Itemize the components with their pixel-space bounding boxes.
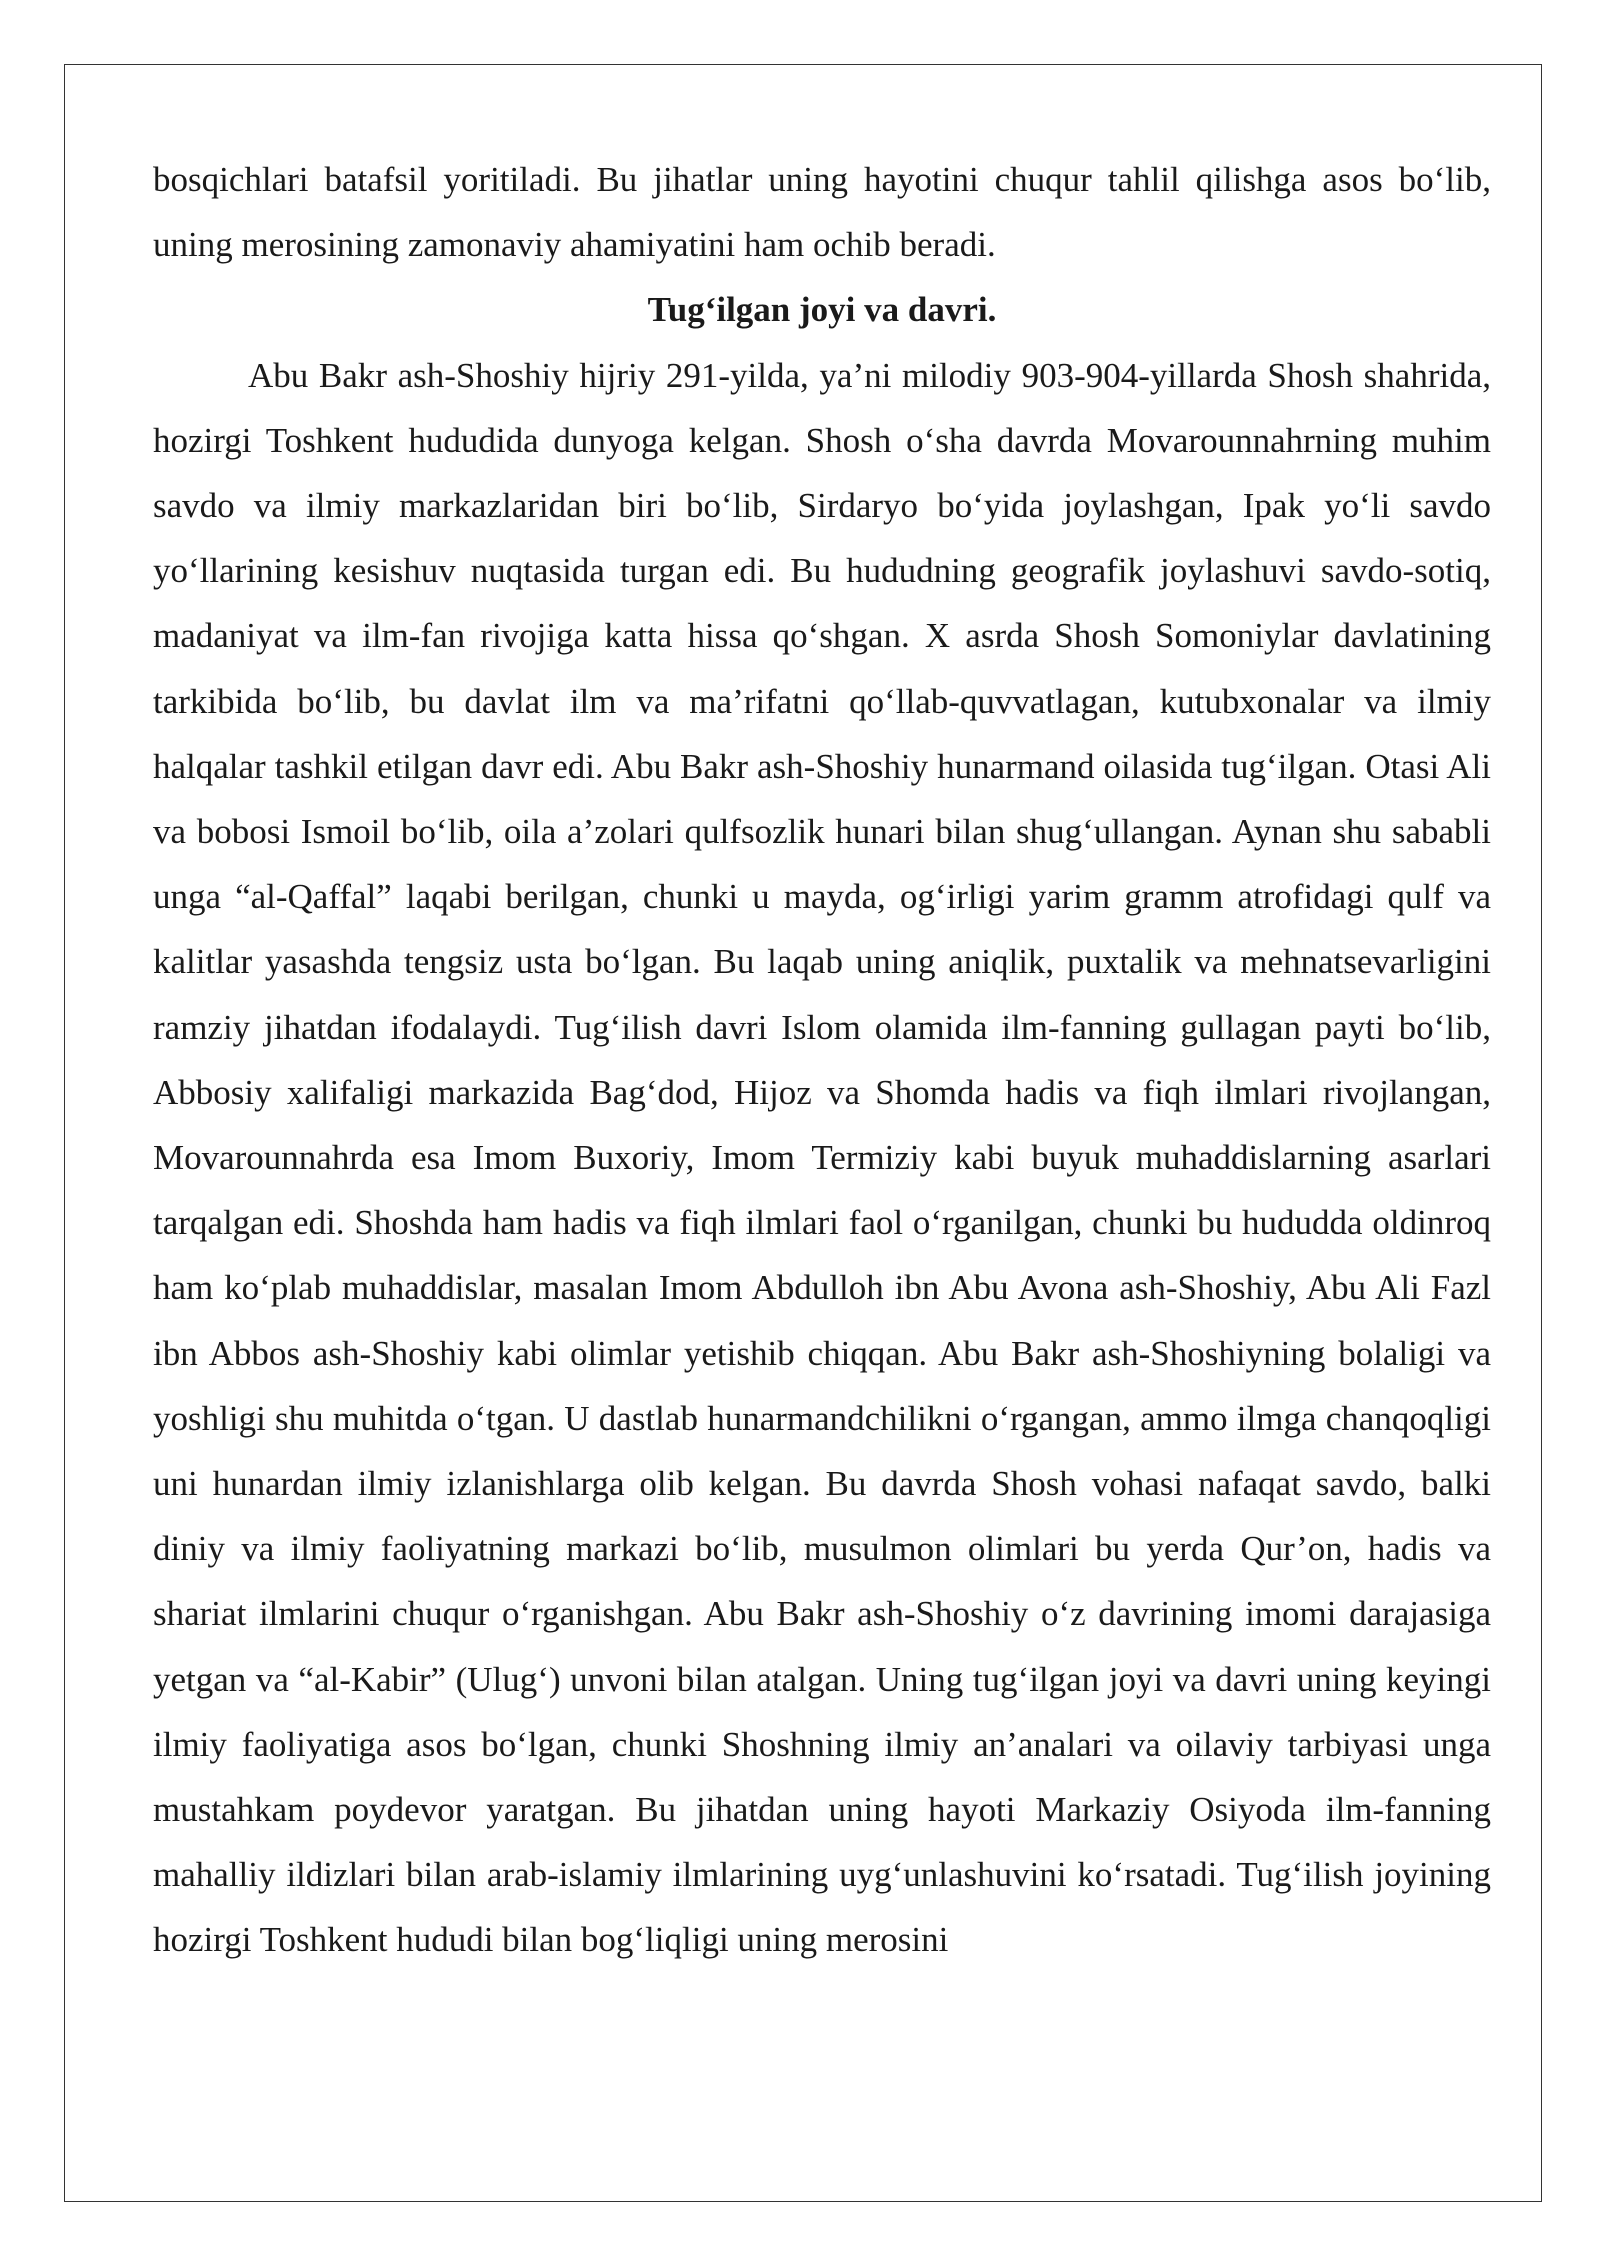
intro-paragraph: bosqichlari batafsil yoritiladi. Bu jihatlar uning hayotini chuqur tahlil qilishga asos bo‘lib, uning merosining zamonaviy ahamiyatini ham ochib beradi. [153,160,1491,265]
body-paragraph: Abu Bakr ash-Shoshiy hijriy 291-yilda, ya’ni milodiy 903-904-yillarda Shosh shahrida, hozirgi Toshkent hududida dunyoga kelgan. Shosh o‘sha davrda Movarounnahrning muhim savdo va ilmiy markazlaridan biri bo‘lib, Sirdaryo bo‘yida joylashgan, Ipak yo‘li savdo yo‘llarining kesishuv nuqtasida turgan edi. Bu hududning geografik joylashuvi savdo-sotiq, madaniyat va ilm-fan rivojiga katta hissa qo‘shgan. X asrda Shosh Somoniylar davlatining tarkibida bo‘lib, bu davlat ilm va ma’rifatni qo‘llab-quvvatlagan, kutubxonalar va ilmiy halqalar tashkil etilgan davr edi. Abu Bakr ash-Shoshiy hunarmand oilasida tug‘ilgan. Otasi Ali va bobosi Ismoil bo‘lib, oila a’zolari qulfsozlik hunari bilan shug‘ullangan. Aynan shu sababli unga “al-Qaffal” laqabi berilgan, chunki u mayda, og‘irligi yarim gramm atrofidagi qulf va kalitlar yasashda tengsiz usta bo‘lgan. Bu laqab uning aniqlik, puxtalik va mehnatsevarligini ramziy jihatdan ifodalaydi. Tug‘ilish davri Islom olamida ilm-fanning gullagan payti bo‘lib, Abbosiy xalifaligi markazida Bag‘dod, Hijoz va Shomda hadis va fiqh ilmlari rivojlangan, Movarounnahrda esa Imom Buxoriy, Imom Termiziy kabi buyuk muhaddislarning asarlari tarqalgan edi. Shoshda ham hadis va fiqh ilmlari faol o‘rganilgan, chunki bu hududda oldinroq ham ko‘plab muhaddislar, masalan Imom Abdulloh ibn Abu Avona ash-Shoshiy, Abu Ali Fazl ibn Abbos ash-Shoshiy kabi olimlar yetishib chiqqan. Abu Bakr ash-Shoshiyning bolaligi va yoshligi shu muhitda o‘tgan. U dastlab hunarmandchilikni o‘rgangan, ammo ilmga chanqoqligi uni hunardan ilmiy izlanishlarga olib kelgan. Bu davrda Shosh vohasi nafaqat savdo, balki diniy va ilmiy faoliyatning markazi bo‘lib, musulmon olimlari bu yerda Qur’on, hadis va shariat ilmlarini chuqur o‘rganishgan. Abu Bakr ash-Shoshiy o‘z davrining imomi darajasiga yetgan va “al-Kabir” (Ulug‘) unvoni bilan atalgan. Uning tug‘ilgan joyi va davri uning keyingi ilmiy faoliyatiga asos bo‘lgan, chunki Shoshning ilmiy an’analari va oilaviy tarbiyasi unga mustahkam poydevor yaratgan. Bu jihatdan uning hayoti Markaziy Osiyoda ilm-fanning mahalliy ildizlari bilan arab-islamiy ilmlarining uyg‘unlashuvini ko‘rsatadi. Tug‘ilish joyining hozirgi Toshkent hududi bilan bog‘liqligi uning merosini [153,355,1491,1960]
document-content [153,147,1491,1973]
section-heading: Tug‘ilgan joyi va davri. [647,290,997,330]
